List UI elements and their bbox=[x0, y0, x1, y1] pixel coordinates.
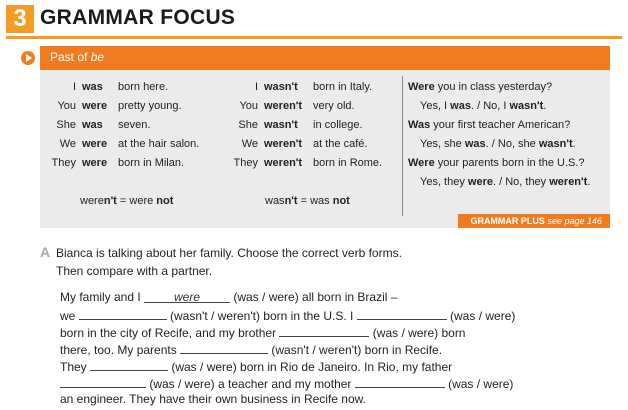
c2-rest: in college. bbox=[313, 119, 363, 131]
grammar-plus-link[interactable]: GRAMMAR PLUS see page 146 bbox=[458, 214, 610, 228]
c1-subj: You bbox=[57, 100, 76, 112]
c1-subj: They bbox=[51, 157, 76, 169]
c2-subj: We bbox=[241, 138, 258, 150]
header-rule bbox=[6, 36, 622, 39]
c2-verb: weren't bbox=[264, 100, 303, 112]
c1-subj: She bbox=[56, 119, 76, 131]
grammar-box-title: Past of be bbox=[50, 50, 105, 64]
answer-blank[interactable] bbox=[355, 375, 445, 388]
c2-verb: weren't bbox=[264, 157, 303, 169]
exercise-line-1: My family and I were (was / were) all born in Brazil – bbox=[60, 290, 398, 304]
exercise-line-7: an engineer. They have their own business in Recife now. bbox=[60, 392, 366, 406]
play-audio-icon[interactable] bbox=[21, 51, 35, 65]
answer-blank[interactable] bbox=[90, 358, 168, 371]
question: Was your first teacher American? bbox=[408, 119, 571, 131]
exercise-letter: A bbox=[40, 244, 51, 260]
c2-rest: born in Rome. bbox=[313, 157, 383, 169]
c1-rest: born here. bbox=[118, 81, 169, 93]
answer-blank[interactable] bbox=[60, 375, 146, 388]
c1-verb: were bbox=[82, 138, 108, 150]
c1-verb: was bbox=[82, 119, 103, 131]
section-title: GRAMMAR FOCUS bbox=[40, 6, 236, 29]
exercise-line-4: there, too. My parents (wasn't / weren't) born in Recife. bbox=[60, 343, 443, 357]
c2-subj: You bbox=[239, 100, 258, 112]
answer: Yes, they were. / No, they weren't. bbox=[420, 176, 591, 188]
instruction-line-2: Then compare with a partner. bbox=[56, 264, 213, 278]
answer-blank[interactable] bbox=[180, 341, 268, 354]
grammar-box-titlebar bbox=[40, 46, 610, 70]
c2-subj: I bbox=[254, 81, 258, 93]
grammar-box bbox=[40, 46, 610, 228]
c2-verb: weren't bbox=[264, 138, 303, 150]
answer-blank[interactable] bbox=[79, 307, 167, 320]
c2-rest: born in Italy. bbox=[313, 81, 373, 93]
question: Were you in class yesterday? bbox=[408, 81, 553, 93]
c1-subj: I bbox=[72, 81, 76, 93]
section-number: 3 bbox=[6, 5, 34, 33]
instruction-line-1: Bianca is talking about her family. Choose the correct verb forms. bbox=[56, 246, 402, 260]
c2-rest: very old. bbox=[313, 100, 355, 112]
c1-verb: were bbox=[82, 100, 108, 112]
contraction-note-were: weren't = were not bbox=[80, 195, 174, 207]
exercise-line-6: (was / were) a teacher and my mother (was / were) bbox=[60, 375, 513, 391]
exercise-line-3: born in the city of Recife, and my brother (was / were) born bbox=[60, 326, 466, 340]
answer-blank[interactable] bbox=[357, 307, 447, 320]
exercise-line-5: They (was / were) born in Rio de Janeiro. In Rio, my father bbox=[60, 360, 453, 374]
section-header bbox=[0, 0, 628, 40]
c1-rest: seven. bbox=[118, 119, 151, 131]
answer: Yes, I was. / No, I wasn't. bbox=[420, 100, 547, 112]
c1-rest: born in Milan. bbox=[118, 157, 185, 169]
c1-verb: were bbox=[82, 157, 108, 169]
c2-verb: wasn't bbox=[264, 81, 298, 93]
answer-blank[interactable]: were bbox=[144, 290, 230, 303]
contraction-note-was: wasn't = was not bbox=[265, 195, 350, 207]
answer: Yes, she was. / No, she wasn't. bbox=[420, 138, 576, 150]
answer-blank[interactable] bbox=[279, 324, 369, 337]
column-divider bbox=[402, 76, 403, 216]
exercise-line-2: we (wasn't / weren't) born in the U.S. I (was / were) bbox=[60, 309, 516, 323]
c1-subj: We bbox=[59, 138, 76, 150]
c2-verb: wasn't bbox=[264, 119, 298, 131]
c1-verb: was bbox=[82, 81, 103, 93]
question: Were your parents born in the U.S.? bbox=[408, 157, 585, 169]
c2-subj: They bbox=[233, 157, 258, 169]
c2-subj: She bbox=[238, 119, 258, 131]
c2-rest: at the café. bbox=[313, 138, 368, 150]
c1-rest: at the hair salon. bbox=[118, 138, 200, 150]
c1-rest: pretty young. bbox=[118, 100, 182, 112]
